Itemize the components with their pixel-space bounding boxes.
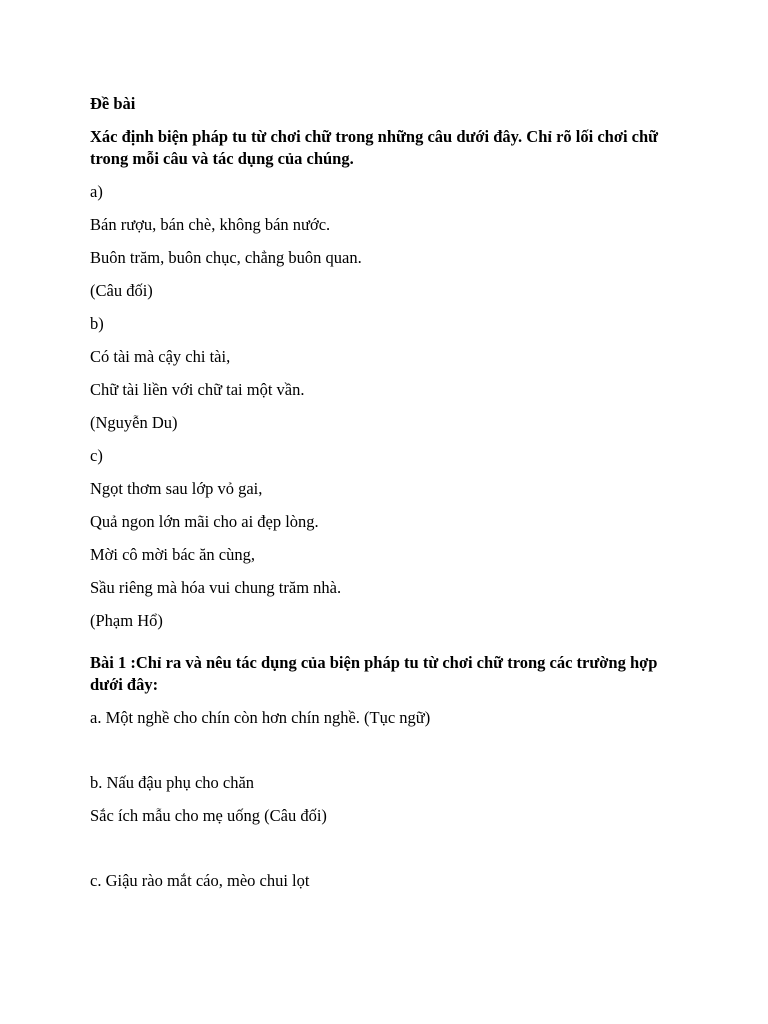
spacer — [90, 740, 690, 772]
verse-line-b2: Chữ tài liền với chữ tai một vần. — [90, 380, 305, 399]
verse-line-c1: Ngọt thơm sau lớp vỏ gai, — [90, 479, 263, 498]
task-instruction: Xác định biện pháp tu từ chơi chữ trong những câu dưới đây. Chỉ rõ lối chơi chữ trong mỗi câu và tác dụng của chúng. — [90, 127, 659, 168]
item-label-c: c) — [90, 446, 103, 465]
verse-line-a1: Bán rượu, bán chè, không bán nước. — [90, 215, 331, 234]
exercise-1-item-c: c. Giậu rào mắt cáo, mèo chui lọt — [90, 871, 310, 890]
verse-line-c4: Sầu riêng mà hóa vui chung trăm nhà. — [90, 578, 342, 597]
verse-line-c2: Quả ngon lớn mãi cho ai đẹp lòng. — [90, 512, 319, 531]
exercise-1-item-b-line2: Sắc ích mẫu cho mẹ uống (Câu đối) — [90, 806, 327, 825]
verse-line-b1: Có tài mà cậy chi tài, — [90, 347, 231, 366]
spacer — [90, 838, 690, 870]
exercise-1-title: Bài 1 :Chỉ ra và nêu tác dụng của biện pháp tu từ chơi chữ trong các trường hợp dưới đây: — [90, 653, 658, 694]
source-a: (Câu đối) — [90, 281, 153, 300]
exercise-1-item-b-line1: b. Nấu đậu phụ cho chăn — [90, 773, 255, 792]
document-page — [90, 93, 690, 903]
section-title-de-bai: Đề bài — [90, 94, 136, 113]
source-b: (Nguyễn Du) — [90, 413, 178, 432]
verse-line-c3: Mời cô mời bác ăn cùng, — [90, 545, 255, 564]
item-label-a: a) — [90, 182, 103, 201]
verse-line-a2: Buôn trăm, buôn chục, chẳng buôn quan. — [90, 248, 362, 267]
item-label-b: b) — [90, 314, 104, 333]
exercise-1-item-a: a. Một nghề cho chín còn hơn chín nghề. (Tục ngữ) — [90, 708, 431, 727]
source-c: (Phạm Hổ) — [90, 611, 163, 630]
